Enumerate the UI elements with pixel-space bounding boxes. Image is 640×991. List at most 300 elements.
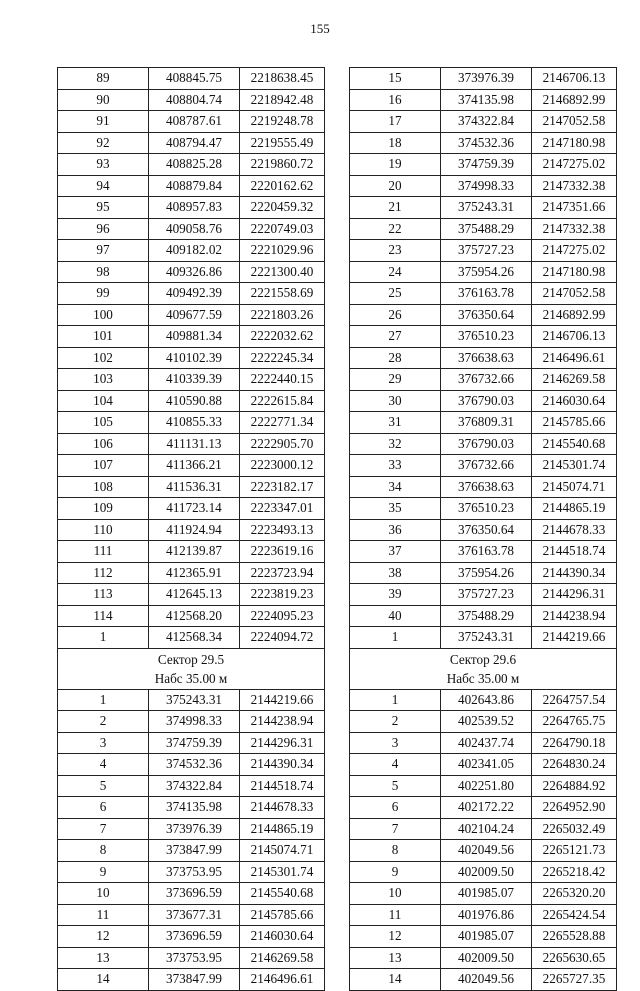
- x-coordinate-cell: 376638.63: [441, 476, 532, 498]
- x-coordinate-cell: 375954.26: [441, 261, 532, 283]
- point-number-cell: 99: [58, 283, 149, 305]
- x-coordinate-cell: 412365.91: [149, 562, 240, 584]
- x-coordinate-cell: 412645.13: [149, 584, 240, 606]
- x-coordinate-cell: 402009.50: [441, 861, 532, 883]
- table-row: [350, 711, 617, 733]
- left-coordinates-table: [57, 67, 325, 991]
- x-coordinate-cell: 408879.84: [149, 175, 240, 197]
- y-coordinate-cell: 2144219.66: [532, 627, 617, 649]
- x-coordinate-cell: 408787.61: [149, 111, 240, 133]
- point-number-cell: 23: [350, 240, 441, 262]
- x-coordinate-cell: 402049.56: [441, 969, 532, 991]
- point-number-cell: 2: [58, 711, 149, 733]
- y-coordinate-cell: 2264765.75: [532, 711, 617, 733]
- x-coordinate-cell: 410102.39: [149, 347, 240, 369]
- table-row: [58, 347, 325, 369]
- table-row: [350, 605, 617, 627]
- point-number-cell: 20: [350, 175, 441, 197]
- point-number-cell: 37: [350, 541, 441, 563]
- table-row: [58, 883, 325, 905]
- x-coordinate-cell: 373753.95: [149, 947, 240, 969]
- x-coordinate-cell: 409058.76: [149, 218, 240, 240]
- x-coordinate-cell: 374135.98: [441, 89, 532, 111]
- x-coordinate-cell: 408845.75: [149, 68, 240, 90]
- table-row: [58, 240, 325, 262]
- table-row: [350, 926, 617, 948]
- point-number-cell: 3: [58, 732, 149, 754]
- table-row: [58, 154, 325, 176]
- y-coordinate-cell: 2144518.74: [532, 541, 617, 563]
- table-row: [58, 775, 325, 797]
- x-coordinate-cell: 375488.29: [441, 605, 532, 627]
- point-number-cell: 27: [350, 326, 441, 348]
- table-row: [58, 369, 325, 391]
- y-coordinate-cell: 2145074.71: [240, 840, 325, 862]
- point-number-cell: 3: [350, 732, 441, 754]
- table-row: [58, 132, 325, 154]
- y-coordinate-cell: 2145301.74: [240, 861, 325, 883]
- x-coordinate-cell: 373976.39: [149, 818, 240, 840]
- point-number-cell: 30: [350, 390, 441, 412]
- y-coordinate-cell: 2220749.03: [240, 218, 325, 240]
- y-coordinate-cell: 2144390.34: [532, 562, 617, 584]
- point-number-cell: 111: [58, 541, 149, 563]
- x-coordinate-cell: 374998.33: [441, 175, 532, 197]
- y-coordinate-cell: 2264830.24: [532, 754, 617, 776]
- y-coordinate-cell: 2147052.58: [532, 283, 617, 305]
- point-number-cell: 15: [350, 68, 441, 90]
- sector-title: Сектор 29.6: [449, 651, 517, 667]
- y-coordinate-cell: 2265528.88: [532, 926, 617, 948]
- table-row: [350, 562, 617, 584]
- table-row: [350, 455, 617, 477]
- left-table-bottom-rows: [58, 689, 325, 990]
- y-coordinate-cell: 2146030.64: [532, 390, 617, 412]
- y-coordinate-cell: 2146496.61: [532, 347, 617, 369]
- point-number-cell: 100: [58, 304, 149, 326]
- point-number-cell: 8: [58, 840, 149, 862]
- x-coordinate-cell: 373696.59: [149, 883, 240, 905]
- x-coordinate-cell: 374135.98: [149, 797, 240, 819]
- x-coordinate-cell: 376638.63: [441, 347, 532, 369]
- point-number-cell: 16: [350, 89, 441, 111]
- y-coordinate-cell: 2223182.17: [240, 476, 325, 498]
- table-row: [350, 689, 617, 711]
- x-coordinate-cell: 374759.39: [149, 732, 240, 754]
- x-coordinate-cell: 402341.05: [441, 754, 532, 776]
- point-number-cell: 32: [350, 433, 441, 455]
- point-number-cell: 33: [350, 455, 441, 477]
- point-number-cell: 21: [350, 197, 441, 219]
- y-coordinate-cell: 2144238.94: [240, 711, 325, 733]
- y-coordinate-cell: 2218942.48: [240, 89, 325, 111]
- y-coordinate-cell: 2147180.98: [532, 132, 617, 154]
- table-row: [350, 861, 617, 883]
- table-row: [350, 347, 617, 369]
- x-coordinate-cell: 373677.31: [149, 904, 240, 926]
- table-row: [58, 969, 325, 991]
- y-coordinate-cell: 2221029.96: [240, 240, 325, 262]
- x-coordinate-cell: 411536.31: [149, 476, 240, 498]
- y-coordinate-cell: 2224094.72: [240, 627, 325, 649]
- table-row: [350, 947, 617, 969]
- x-coordinate-cell: 373847.99: [149, 969, 240, 991]
- table-row: [58, 175, 325, 197]
- x-coordinate-cell: 411723.14: [149, 498, 240, 520]
- table-row: [350, 154, 617, 176]
- y-coordinate-cell: 2144296.31: [240, 732, 325, 754]
- x-coordinate-cell: 408957.83: [149, 197, 240, 219]
- table-row: [350, 326, 617, 348]
- x-coordinate-cell: 376732.66: [441, 455, 532, 477]
- point-number-cell: 14: [350, 969, 441, 991]
- table-row: [58, 433, 325, 455]
- table-row: [350, 584, 617, 606]
- x-coordinate-cell: 376510.23: [441, 326, 532, 348]
- y-coordinate-cell: 2222032.62: [240, 326, 325, 348]
- table-row: [350, 541, 617, 563]
- table-row: [350, 519, 617, 541]
- x-coordinate-cell: 375488.29: [441, 218, 532, 240]
- table-row: [350, 775, 617, 797]
- table-row: [350, 732, 617, 754]
- table-row: [58, 304, 325, 326]
- table-row: [58, 261, 325, 283]
- y-coordinate-cell: 2265424.54: [532, 904, 617, 926]
- y-coordinate-cell: 2220459.32: [240, 197, 325, 219]
- x-coordinate-cell: 374998.33: [149, 711, 240, 733]
- x-coordinate-cell: 408804.74: [149, 89, 240, 111]
- table-row: [350, 797, 617, 819]
- x-coordinate-cell: 411366.21: [149, 455, 240, 477]
- x-coordinate-cell: 410339.39: [149, 369, 240, 391]
- y-coordinate-cell: 2218638.45: [240, 68, 325, 90]
- x-coordinate-cell: 401976.86: [441, 904, 532, 926]
- table-row: [58, 797, 325, 819]
- table-row: [58, 732, 325, 754]
- point-number-cell: 10: [58, 883, 149, 905]
- point-number-cell: 14: [58, 969, 149, 991]
- table-row: [58, 412, 325, 434]
- table-row: [58, 519, 325, 541]
- point-number-cell: 11: [58, 904, 149, 926]
- point-number-cell: 114: [58, 605, 149, 627]
- y-coordinate-cell: 2147275.02: [532, 154, 617, 176]
- x-coordinate-cell: 402437.74: [441, 732, 532, 754]
- point-number-cell: 110: [58, 519, 149, 541]
- y-coordinate-cell: 2146030.64: [240, 926, 325, 948]
- right-coordinates-table: [349, 67, 617, 991]
- table-row: [58, 861, 325, 883]
- y-coordinate-cell: 2264884.92: [532, 775, 617, 797]
- point-number-cell: 39: [350, 584, 441, 606]
- y-coordinate-cell: 2144219.66: [240, 689, 325, 711]
- y-coordinate-cell: 2223619.16: [240, 541, 325, 563]
- y-coordinate-cell: 2264952.90: [532, 797, 617, 819]
- table-row: [350, 283, 617, 305]
- x-coordinate-cell: 376510.23: [441, 498, 532, 520]
- table-row: [350, 175, 617, 197]
- point-number-cell: 22: [350, 218, 441, 240]
- x-coordinate-cell: 374322.84: [441, 111, 532, 133]
- point-number-cell: 95: [58, 197, 149, 219]
- table-row: [58, 689, 325, 711]
- x-coordinate-cell: 376809.31: [441, 412, 532, 434]
- y-coordinate-cell: 2265727.35: [532, 969, 617, 991]
- table-row: [58, 947, 325, 969]
- table-row: [58, 926, 325, 948]
- table-row: [58, 627, 325, 649]
- x-coordinate-cell: 408794.47: [149, 132, 240, 154]
- point-number-cell: 108: [58, 476, 149, 498]
- left-table-top-rows: [58, 68, 325, 649]
- point-number-cell: 103: [58, 369, 149, 391]
- y-coordinate-cell: 2146706.13: [532, 326, 617, 348]
- table-row: [350, 261, 617, 283]
- y-coordinate-cell: 2265032.49: [532, 818, 617, 840]
- x-coordinate-cell: 376163.78: [441, 541, 532, 563]
- point-number-cell: 97: [58, 240, 149, 262]
- x-coordinate-cell: 412568.20: [149, 605, 240, 627]
- point-number-cell: 29: [350, 369, 441, 391]
- point-number-cell: 5: [350, 775, 441, 797]
- table-row: [58, 218, 325, 240]
- x-coordinate-cell: 409881.34: [149, 326, 240, 348]
- point-number-cell: 101: [58, 326, 149, 348]
- y-coordinate-cell: 2264790.18: [532, 732, 617, 754]
- x-coordinate-cell: 402009.50: [441, 947, 532, 969]
- x-coordinate-cell: 409677.59: [149, 304, 240, 326]
- y-coordinate-cell: 2264757.54: [532, 689, 617, 711]
- y-coordinate-cell: 2265630.65: [532, 947, 617, 969]
- table-row: [350, 840, 617, 862]
- y-coordinate-cell: 2222245.34: [240, 347, 325, 369]
- table-row: [58, 283, 325, 305]
- x-coordinate-cell: 409326.86: [149, 261, 240, 283]
- y-coordinate-cell: 2147180.98: [532, 261, 617, 283]
- y-coordinate-cell: 2144865.19: [240, 818, 325, 840]
- x-coordinate-cell: 376163.78: [441, 283, 532, 305]
- left-sector-header-row: [58, 648, 325, 689]
- y-coordinate-cell: 2222905.70: [240, 433, 325, 455]
- point-number-cell: 11: [350, 904, 441, 926]
- table-row: [350, 390, 617, 412]
- y-coordinate-cell: 2147332.38: [532, 175, 617, 197]
- table-row: [350, 197, 617, 219]
- x-coordinate-cell: 412139.87: [149, 541, 240, 563]
- y-coordinate-cell: 2221558.69: [240, 283, 325, 305]
- point-number-cell: 2: [350, 711, 441, 733]
- point-number-cell: 35: [350, 498, 441, 520]
- table-row: [58, 455, 325, 477]
- y-coordinate-cell: 2146496.61: [240, 969, 325, 991]
- table-row: [350, 132, 617, 154]
- table-row: [58, 390, 325, 412]
- x-coordinate-cell: 402251.80: [441, 775, 532, 797]
- x-coordinate-cell: 410855.33: [149, 412, 240, 434]
- point-number-cell: 104: [58, 390, 149, 412]
- y-coordinate-cell: 2147332.38: [532, 218, 617, 240]
- point-number-cell: 89: [58, 68, 149, 90]
- y-coordinate-cell: 2219248.78: [240, 111, 325, 133]
- table-row: [350, 218, 617, 240]
- table-row: [58, 111, 325, 133]
- y-coordinate-cell: 2146892.99: [532, 304, 617, 326]
- point-number-cell: 105: [58, 412, 149, 434]
- point-number-cell: 19: [350, 154, 441, 176]
- point-number-cell: 4: [58, 754, 149, 776]
- point-number-cell: 1: [58, 627, 149, 649]
- x-coordinate-cell: 375954.26: [441, 562, 532, 584]
- table-row: [58, 904, 325, 926]
- y-coordinate-cell: 2222615.84: [240, 390, 325, 412]
- table-row: [350, 433, 617, 455]
- table-row: [350, 627, 617, 649]
- point-number-cell: 106: [58, 433, 149, 455]
- y-coordinate-cell: 2144238.94: [532, 605, 617, 627]
- point-number-cell: 12: [350, 926, 441, 948]
- y-coordinate-cell: 2219860.72: [240, 154, 325, 176]
- point-number-cell: 36: [350, 519, 441, 541]
- x-coordinate-cell: 401985.07: [441, 926, 532, 948]
- table-row: [58, 498, 325, 520]
- x-coordinate-cell: 411924.94: [149, 519, 240, 541]
- table-row: [350, 969, 617, 991]
- table-row: [350, 883, 617, 905]
- y-coordinate-cell: 2145540.68: [240, 883, 325, 905]
- x-coordinate-cell: 374532.36: [441, 132, 532, 154]
- y-coordinate-cell: 2222440.15: [240, 369, 325, 391]
- x-coordinate-cell: 408825.28: [149, 154, 240, 176]
- y-coordinate-cell: 2265121.73: [532, 840, 617, 862]
- y-coordinate-cell: 2145074.71: [532, 476, 617, 498]
- x-coordinate-cell: 376790.03: [441, 390, 532, 412]
- x-coordinate-cell: 375243.31: [149, 689, 240, 711]
- sector-title: Сектор 29.5: [157, 651, 225, 667]
- point-number-cell: 28: [350, 347, 441, 369]
- table-row: [350, 754, 617, 776]
- right-table-bottom-rows: [350, 689, 617, 990]
- table-row: [58, 562, 325, 584]
- sector-header: [58, 648, 325, 689]
- point-number-cell: 12: [58, 926, 149, 948]
- x-coordinate-cell: 374322.84: [149, 775, 240, 797]
- y-coordinate-cell: 2221803.26: [240, 304, 325, 326]
- point-number-cell: 107: [58, 455, 149, 477]
- y-coordinate-cell: 2144865.19: [532, 498, 617, 520]
- x-coordinate-cell: 410590.88: [149, 390, 240, 412]
- x-coordinate-cell: 375727.23: [441, 240, 532, 262]
- x-coordinate-cell: 402172.22: [441, 797, 532, 819]
- point-number-cell: 8: [350, 840, 441, 862]
- x-coordinate-cell: 402049.56: [441, 840, 532, 862]
- y-coordinate-cell: 2146892.99: [532, 89, 617, 111]
- point-number-cell: 34: [350, 476, 441, 498]
- point-number-cell: 92: [58, 132, 149, 154]
- table-row: [350, 818, 617, 840]
- x-coordinate-cell: 402539.52: [441, 711, 532, 733]
- x-coordinate-cell: 375727.23: [441, 584, 532, 606]
- point-number-cell: 94: [58, 175, 149, 197]
- x-coordinate-cell: 373847.99: [149, 840, 240, 862]
- point-number-cell: 102: [58, 347, 149, 369]
- y-coordinate-cell: 2144678.33: [240, 797, 325, 819]
- x-coordinate-cell: 374759.39: [441, 154, 532, 176]
- y-coordinate-cell: 2265320.20: [532, 883, 617, 905]
- point-number-cell: 1: [350, 689, 441, 711]
- y-coordinate-cell: 2144296.31: [532, 584, 617, 606]
- sector-height-label: Набс 35.00 м: [446, 670, 520, 686]
- y-coordinate-cell: 2146269.58: [240, 947, 325, 969]
- point-number-cell: 113: [58, 584, 149, 606]
- point-number-cell: 18: [350, 132, 441, 154]
- point-number-cell: 38: [350, 562, 441, 584]
- y-coordinate-cell: 2147275.02: [532, 240, 617, 262]
- table-row: [350, 904, 617, 926]
- y-coordinate-cell: 2222771.34: [240, 412, 325, 434]
- table-row: [58, 818, 325, 840]
- x-coordinate-cell: 411131.13: [149, 433, 240, 455]
- x-coordinate-cell: 375243.31: [441, 197, 532, 219]
- point-number-cell: 7: [350, 818, 441, 840]
- point-number-cell: 13: [350, 947, 441, 969]
- table-row: [58, 476, 325, 498]
- point-number-cell: 6: [58, 797, 149, 819]
- table-row: [58, 68, 325, 90]
- point-number-cell: 9: [58, 861, 149, 883]
- table-row: [58, 754, 325, 776]
- x-coordinate-cell: 402643.86: [441, 689, 532, 711]
- y-coordinate-cell: 2145301.74: [532, 455, 617, 477]
- point-number-cell: 109: [58, 498, 149, 520]
- y-coordinate-cell: 2144518.74: [240, 775, 325, 797]
- y-coordinate-cell: 2223347.01: [240, 498, 325, 520]
- table-row: [58, 584, 325, 606]
- y-coordinate-cell: 2146269.58: [532, 369, 617, 391]
- y-coordinate-cell: 2145785.66: [240, 904, 325, 926]
- point-number-cell: 31: [350, 412, 441, 434]
- y-coordinate-cell: 2223493.13: [240, 519, 325, 541]
- x-coordinate-cell: 409492.39: [149, 283, 240, 305]
- point-number-cell: 91: [58, 111, 149, 133]
- y-coordinate-cell: 2223000.12: [240, 455, 325, 477]
- point-number-cell: 9: [350, 861, 441, 883]
- right-table-top-rows: [350, 68, 617, 649]
- x-coordinate-cell: 373753.95: [149, 861, 240, 883]
- point-number-cell: 25: [350, 283, 441, 305]
- x-coordinate-cell: 401985.07: [441, 883, 532, 905]
- table-row: [350, 240, 617, 262]
- y-coordinate-cell: 2223723.94: [240, 562, 325, 584]
- right-sector-header-row: [350, 648, 617, 689]
- table-row: [350, 498, 617, 520]
- point-number-cell: 6: [350, 797, 441, 819]
- point-number-cell: 17: [350, 111, 441, 133]
- y-coordinate-cell: 2147351.66: [532, 197, 617, 219]
- sector-header: [350, 648, 617, 689]
- point-number-cell: 1: [58, 689, 149, 711]
- table-row: [350, 89, 617, 111]
- x-coordinate-cell: 376350.64: [441, 519, 532, 541]
- point-number-cell: 13: [58, 947, 149, 969]
- x-coordinate-cell: 402104.24: [441, 818, 532, 840]
- table-row: [350, 111, 617, 133]
- point-number-cell: 96: [58, 218, 149, 240]
- table-row: [58, 326, 325, 348]
- x-coordinate-cell: 376732.66: [441, 369, 532, 391]
- y-coordinate-cell: 2147052.58: [532, 111, 617, 133]
- table-row: [350, 412, 617, 434]
